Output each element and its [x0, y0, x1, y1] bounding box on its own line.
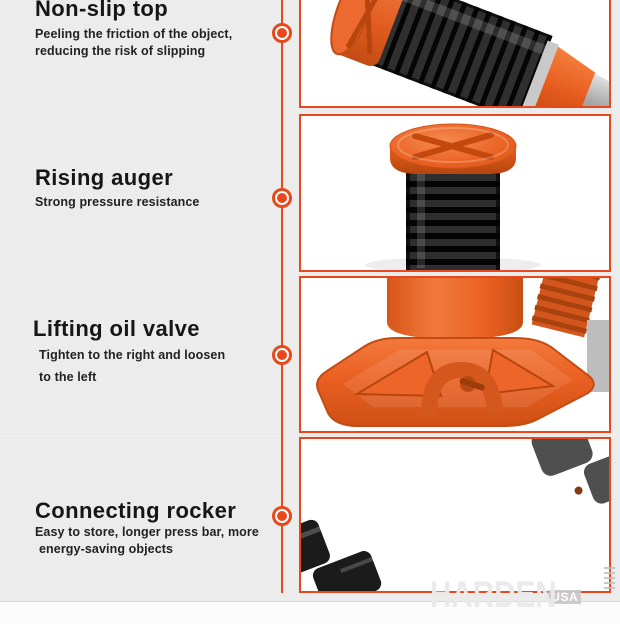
watermark-region-badge: USA	[548, 590, 581, 604]
image-frame-lifting-oil-valve	[299, 276, 611, 433]
watermark-brand: HARDEN	[430, 574, 557, 615]
connecting-rocker-photo	[301, 439, 609, 591]
timeline-node-icon	[272, 23, 292, 43]
section-divider	[0, 269, 286, 271]
feature-description-line: reducing the risk of slipping	[35, 44, 206, 59]
feature-description-line: Easy to store, longer press bar, more	[35, 525, 259, 540]
feature-description-line: energy-saving objects	[39, 542, 174, 557]
feature-description-line: to the left	[39, 370, 97, 385]
feature-title: Rising auger	[35, 165, 174, 190]
image-frame-connecting-rocker	[299, 437, 611, 593]
feature-text-lifting-oil-valve	[33, 317, 225, 384]
section-divider	[0, 434, 286, 436]
timeline-node-icon	[272, 345, 292, 365]
feature-description-line: Peeling the friction of the object,	[35, 27, 233, 42]
feature-text-connecting-rocker	[35, 499, 259, 556]
feature-description-line: Tighten to the right and loosen	[39, 348, 226, 363]
feature-title: Lifting oil valve	[33, 316, 200, 341]
image-frame-non-slip-top	[299, 0, 611, 108]
feature-title: Non-slip top	[35, 0, 169, 21]
watermark	[430, 576, 581, 613]
timeline-node-icon	[272, 188, 292, 208]
feature-text-non-slip-top	[35, 0, 232, 58]
non-slip-top-photo	[301, 0, 609, 106]
feature-text-rising-auger	[35, 166, 199, 209]
feature-title: Connecting rocker	[35, 498, 237, 523]
timeline-node-icon	[272, 506, 292, 526]
image-frame-rising-auger	[299, 114, 611, 272]
timeline-line	[281, 0, 283, 593]
feature-description-line: Strong pressure resistance	[35, 195, 200, 210]
lifting-oil-valve-photo	[301, 278, 609, 431]
watermark-seal-icon	[604, 567, 615, 591]
rising-auger-photo	[301, 116, 609, 270]
